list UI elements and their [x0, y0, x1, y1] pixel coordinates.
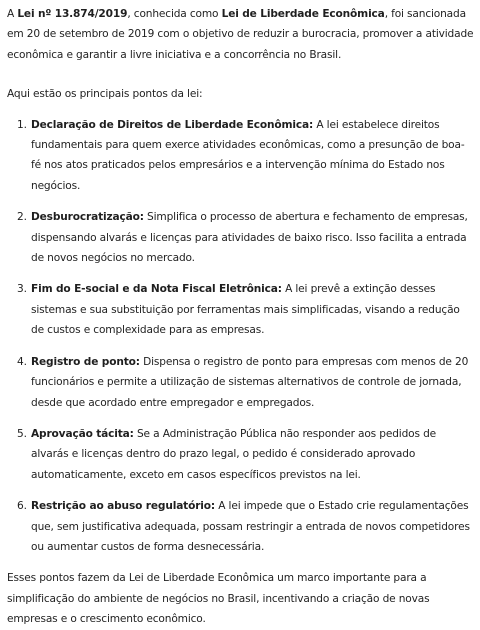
- list-item-text: A lei estabelece direitos fundamentais para quem exerce atividades econômicas, como a presunção de boa-fé nos atos praticados pelos empresários e a intervenção mínima do Estado nos negócios.: [31, 118, 465, 192]
- list-item-text: Dispensa o registro de ponto para empresas com menos de 20 funcionários e permite a utilização de sistemas alternativos de controle de jornada, desde que acordado entre empregador e empregados.: [31, 355, 469, 409]
- list-item-term: Aprovação tácita:: [31, 427, 134, 440]
- list-lead-text: Aqui estão os principais pontos da lei:: [7, 88, 203, 101]
- list-item-term: Declaração de Direitos de Liberdade Econômica:: [31, 118, 314, 131]
- list-item: [7, 207, 474, 268]
- intro-suffix: , foi sancionada em 20 de setembro de 2019 com o objetivo de reduzir a burocracia, promover a atividade econômica e garantir a livre iniciativa e a concorrência no Brasil.: [7, 8, 474, 61]
- closing-paragraph: Esses pontos fazem da Lei de Liberdade Econômica um marco importante para a simplificação do ambiente de negócios no Brasil, incentivando a criação de novas empresas e o crescimento econômico.: [7, 572, 430, 626]
- list-item-term: Registro de ponto:: [31, 355, 140, 368]
- intro-paragraph: [7, 4, 474, 65]
- list-item: [7, 279, 474, 340]
- list-item: [7, 352, 474, 413]
- list-item: [7, 424, 474, 485]
- list-item-text: Se a Administração Pública não responder aos pedidos de alvarás e licenças dentro do prazo legal, o pedido é considerado aprovado automaticamente, exceto em casos específicos previstos na lei.: [31, 427, 437, 481]
- intro-prefix: A: [7, 8, 18, 20]
- list-item-term: Restrição ao abuso regulatório:: [31, 500, 215, 513]
- list-item-number: 3.: [17, 283, 27, 296]
- list-item-term: Fim do E-social e da Nota Fiscal Eletrônica:: [31, 283, 282, 296]
- list-item-number: 5.: [17, 427, 27, 440]
- list-item: [7, 496, 474, 557]
- list-item: [7, 115, 474, 197]
- list-item-number: 6.: [17, 500, 27, 513]
- list-item-text: A lei prevê a extinção desses sistemas e sua substituição por ferramentas mais simplificadas, visando a redução de custos e complexidade para as empresas.: [31, 283, 460, 337]
- law-number: Lei nº 13.874/2019: [17, 8, 128, 20]
- list-item-number: 4.: [17, 355, 27, 368]
- list-item-number: 1.: [17, 118, 27, 131]
- list-item-text: A lei impede que o Estado crie regulamentações que, sem justificativa adequada, possam restringir a entrada de novos competidores ou aumentar custos de forma desnecessária.: [31, 500, 470, 553]
- law-name: Lei de Liberdade Econômica: [221, 8, 385, 20]
- intro-mid: , conhecida como: [127, 8, 222, 20]
- list-item-term: Desburocratização:: [31, 211, 144, 224]
- list-item-number: 2.: [17, 211, 27, 224]
- key-points-list: [7, 115, 474, 558]
- list-item-text: Simplifica o processo de abertura e fechamento de empresas, dispensando alvarás e licenças para atividades de baixo risco. Isso facilita a entrada de novos negócios no mercado.: [31, 211, 468, 265]
